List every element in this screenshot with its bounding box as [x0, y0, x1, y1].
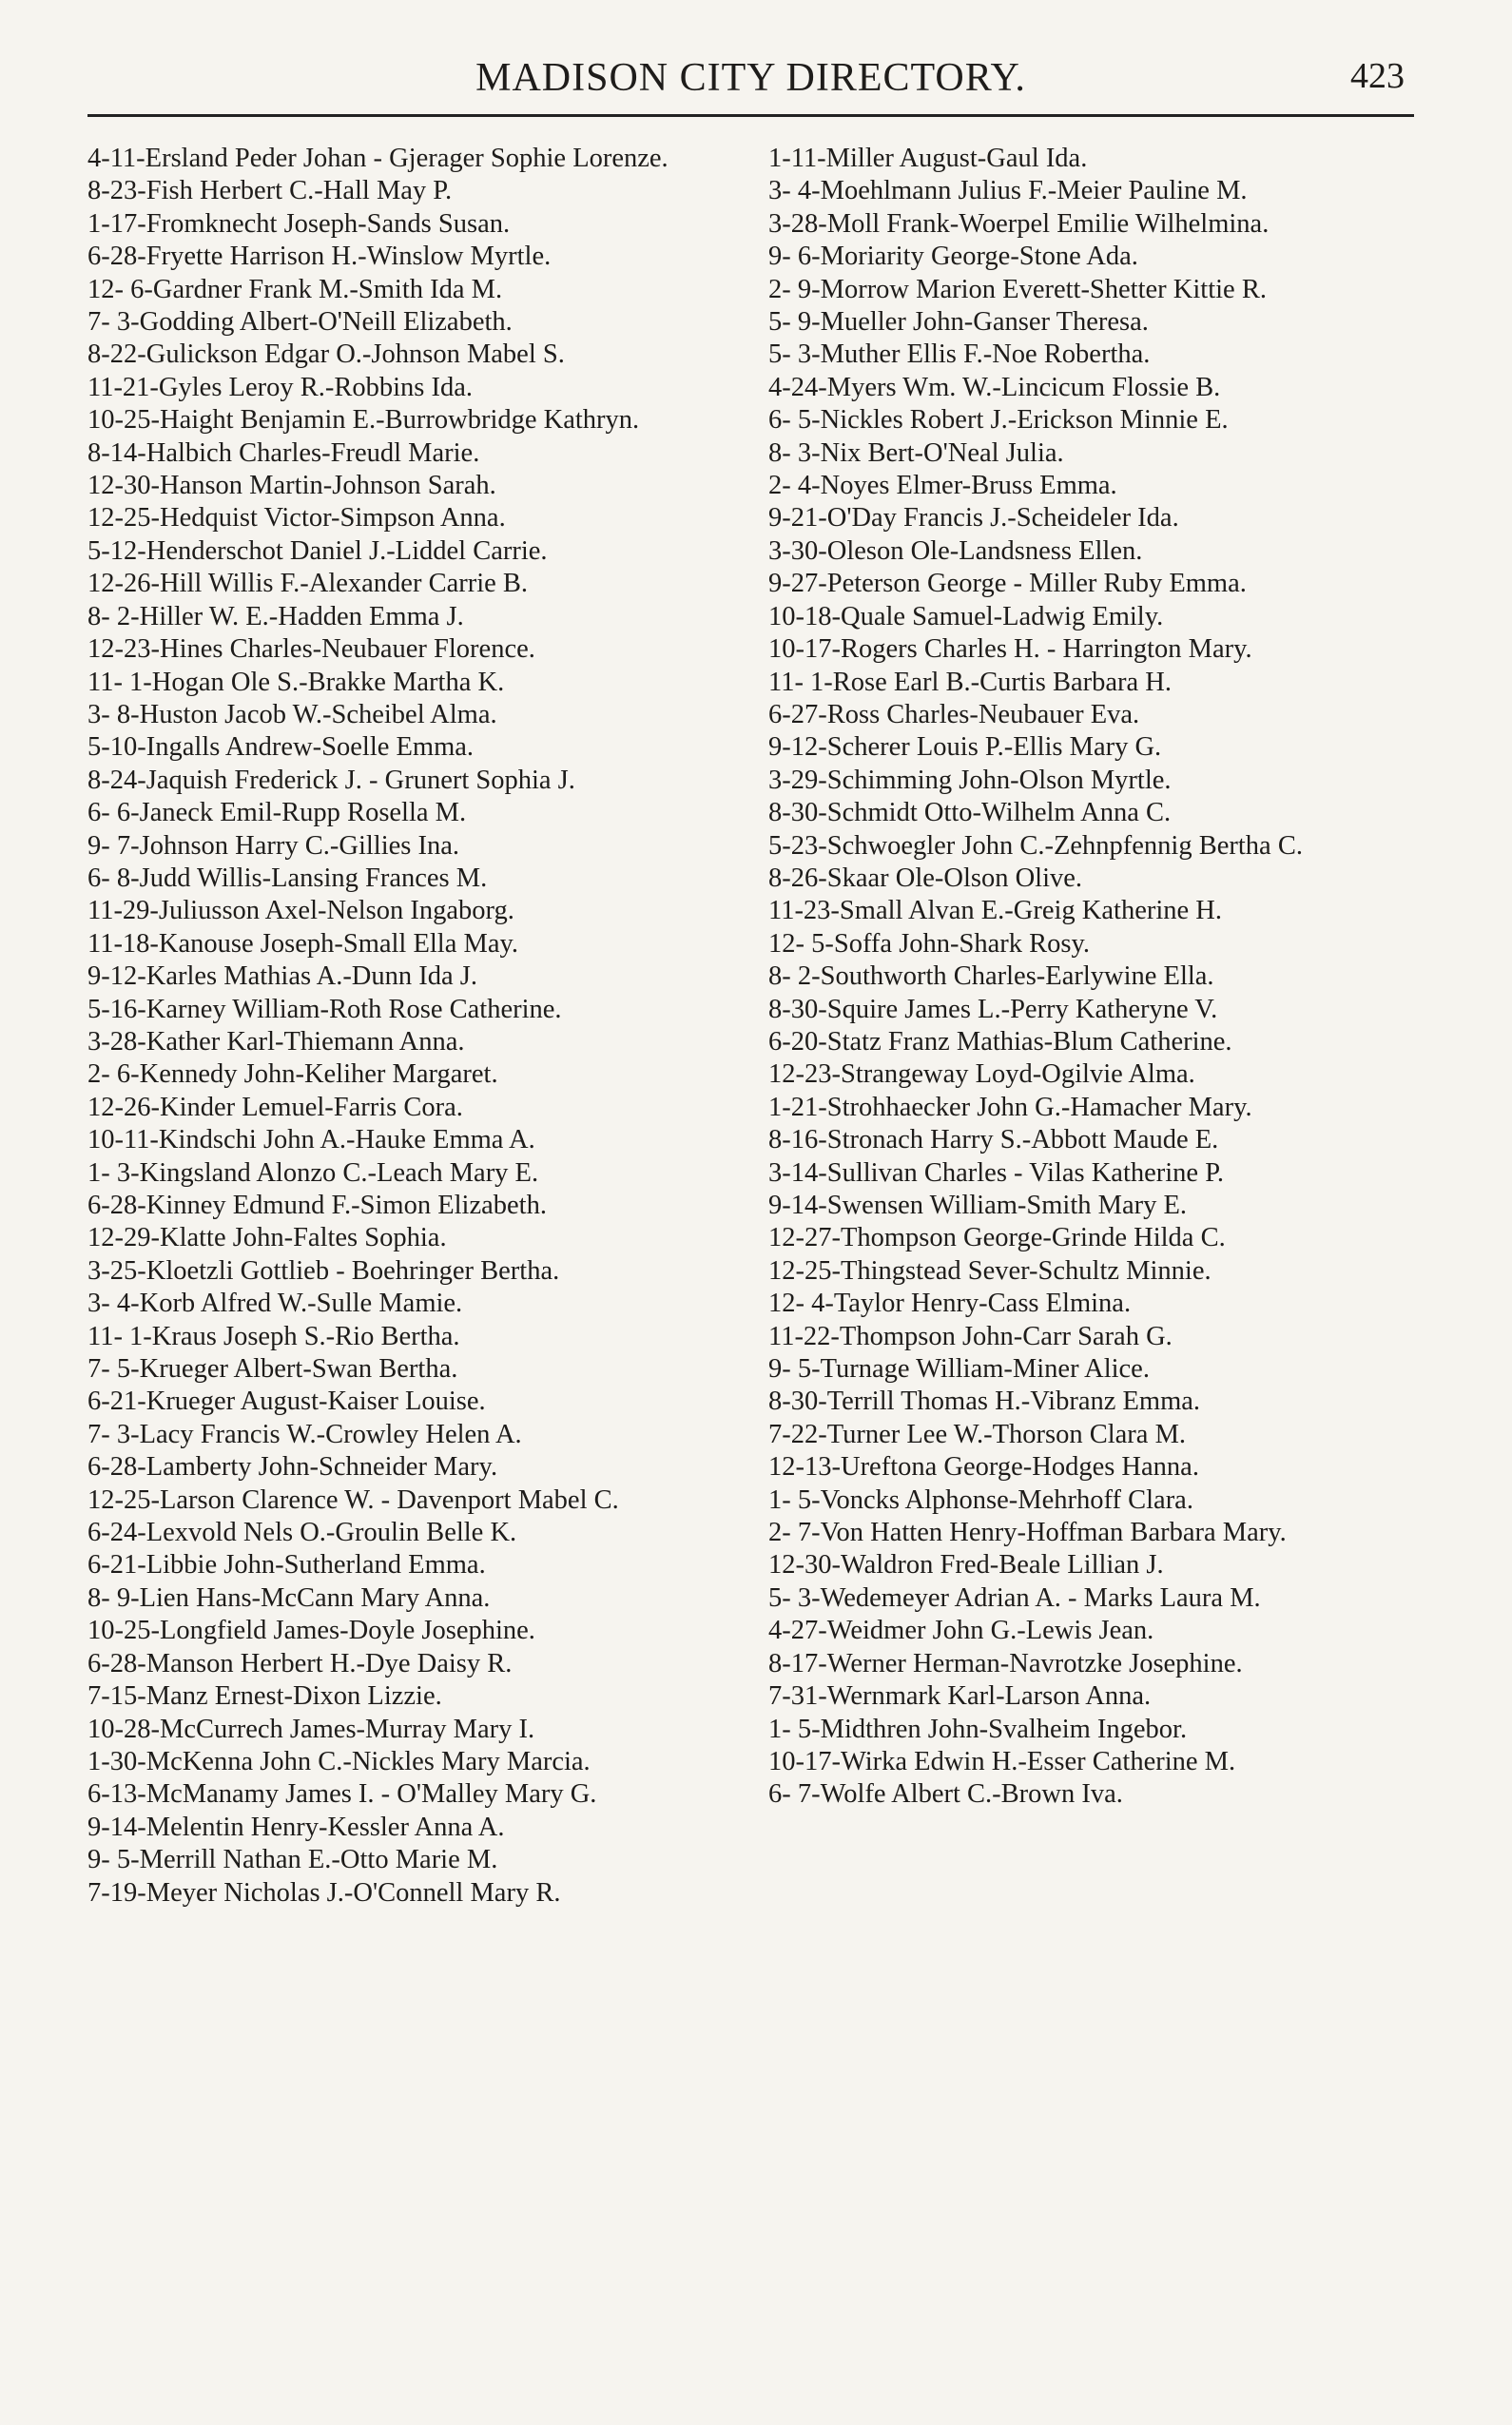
directory-entry: 6-21-Krueger August-Kaiser Louise. — [87, 1387, 486, 1417]
directory-entry: 9- 7-Johnson Harry C.-Gillies Ina. — [87, 830, 460, 861]
directory-entry: 7- 3-Lacy Francis W.-Crowley Helen A. — [87, 1419, 522, 1449]
directory-entry: 9- 5-Merrill Nathan E.-Otto Marie M. — [87, 1845, 498, 1875]
directory-entry: 11-29-Juliusson Axel-Nelson Ingaborg. — [87, 896, 514, 926]
directory-entry: 6-28-Kinney Edmund F.-Simon Elizabeth. — [87, 1191, 547, 1220]
directory-entry: 8-17-Werner Herman-Navrotzke Josephine. — [768, 1648, 1243, 1678]
directory-entry: 9-27-Peterson George - Miller Ruby Emma. — [768, 569, 1247, 599]
directory-entry: 11- 1-Kraus Joseph S.-Rio Bertha. — [87, 1321, 460, 1351]
directory-entry: 12-30-Waldron Fred-Beale Lillian J. — [768, 1550, 1164, 1581]
directory-entry: 12-23-Strangeway Loyd-Ogilvie Alma. — [768, 1059, 1195, 1090]
directory-entry: 12-25-Thingstead Sever-Schultz Minnie. — [768, 1255, 1212, 1286]
directory-entry: 1- 5-Voncks Alphonse-Mehrhoff Clara. — [768, 1484, 1193, 1515]
directory-entry: 5- 3-Wedemeyer Adrian A. - Marks Laura M. — [768, 1582, 1261, 1613]
directory-entry: 3-28-Kather Karl-Thiemann Anna. — [87, 1026, 465, 1057]
directory-entry: 12-30-Hanson Martin-Johnson Sarah. — [87, 471, 496, 501]
directory-entry: 12-13-Ureftona George-Hodges Hanna. — [768, 1452, 1199, 1483]
directory-entry: 10-28-McCurrech James-Murray Mary I. — [87, 1714, 535, 1744]
directory-entry: 3-28-Moll Frank-Woerpel Emilie Wilhelmina. — [768, 208, 1270, 239]
directory-entry: 8-30-Schmidt Otto-Wilhelm Anna C. — [768, 798, 1172, 828]
directory-entry: 4-24-Myers Wm. W.-Lincicum Flossie B. — [768, 372, 1221, 402]
directory-entry: 6- 8-Judd Willis-Lansing Frances M. — [87, 863, 488, 893]
directory-entry: 11-23-Small Alvan E.-Greig Katherine H. — [768, 896, 1222, 926]
directory-entry: 8-23-Fish Herbert C.-Hall May P. — [87, 176, 453, 206]
directory-entry: 7- 3-Godding Albert-O'Neill Elizabeth. — [87, 307, 513, 338]
directory-entry: 1-17-Fromknecht Joseph-Sands Susan. — [87, 208, 511, 239]
directory-entry: 8-24-Jaquish Frederick J. - Grunert Sophia J. — [87, 765, 575, 795]
directory-entry: 4-11-Ersland Peder Johan - Gjerager Sophie Lorenze. — [87, 144, 669, 173]
directory-entry: 10-17-Wirka Edwin H.-Esser Catherine M. — [768, 1746, 1236, 1776]
directory-entry: 2- 6-Kennedy John-Keliher Margaret. — [87, 1059, 498, 1090]
directory-entry: 3- 4-Korb Alfred W.-Sulle Mamie. — [87, 1289, 463, 1319]
page-number: 423 — [1350, 56, 1405, 96]
directory-entry: 12- 6-Gardner Frank M.-Smith Ida M. — [87, 274, 503, 304]
directory-entry: 6-24-Lexvold Nels O.-Groulin Belle K. — [87, 1518, 517, 1548]
directory-entry: 8-26-Skaar Ole-Olson Olive. — [768, 863, 1083, 893]
directory-entry: 12-25-Hedquist Victor-Simpson Anna. — [87, 503, 506, 534]
directory-entry: 5-16-Karney William-Roth Rose Catherine. — [87, 994, 562, 1024]
directory-entry: 8- 9-Lien Hans-McCann Mary Anna. — [87, 1582, 491, 1613]
directory-entry: 12- 5-Soffa John-Shark Rosy. — [768, 928, 1091, 959]
directory-entry: 10-25-Longfield James-Doyle Josephine. — [87, 1616, 535, 1646]
directory-entry: 3-30-Oleson Ole-Landsness Ellen. — [768, 535, 1143, 566]
header-rule — [87, 114, 1414, 117]
directory-entry: 9- 5-Turnage William-Miner Alice. — [768, 1354, 1150, 1385]
directory-entry: 2- 9-Morrow Marion Everett-Shetter Kittie R. — [768, 274, 1267, 304]
directory-entry: 8-30-Terrill Thomas H.-Vibranz Emma. — [768, 1387, 1201, 1417]
directory-entry: 5-10-Ingalls Andrew-Soelle Emma. — [87, 732, 475, 763]
directory-entry: 5-23-Schwoegler John C.-Zehnpfennig Bertha C. — [768, 830, 1303, 861]
directory-entry: 5- 3-Muther Ellis F.-Noe Robertha. — [768, 340, 1151, 370]
directory-entry: 12-23-Hines Charles-Neubauer Florence. — [87, 634, 535, 665]
directory-entry: 3- 4-Moehlmann Julius F.-Meier Pauline M. — [768, 176, 1248, 206]
directory-entry: 2- 4-Noyes Elmer-Bruss Emma. — [768, 471, 1117, 501]
directory-entry: 7-15-Manz Ernest-Dixon Lizzie. — [87, 1681, 442, 1712]
directory-entry: 6- 7-Wolfe Albert C.-Brown Iva. — [768, 1779, 1123, 1810]
directory-entry: 8- 2-Hiller W. E.-Hadden Emma J. — [87, 601, 464, 631]
directory-entry: 8- 3-Nix Bert-O'Neal Julia. — [768, 437, 1064, 468]
directory-entry: 12-27-Thompson George-Grinde Hilda C. — [768, 1223, 1226, 1253]
directory-entry: 8-30-Squire James L.-Perry Katheryne V. — [768, 994, 1218, 1024]
directory-entry: 10-18-Quale Samuel-Ladwig Emily. — [768, 601, 1164, 631]
directory-entry: 3- 8-Huston Jacob W.-Scheibel Alma. — [87, 699, 497, 729]
directory-entry: 1-11-Miller August-Gaul Ida. — [768, 144, 1088, 173]
directory-entry: 12-25-Larson Clarence W. - Davenport Mabel C. — [87, 1484, 619, 1515]
directory-entry: 8- 2-Southworth Charles-Earlywine Ella. — [768, 961, 1214, 992]
directory-entry: 6- 5-Nickles Robert J.-Erickson Minnie E. — [768, 405, 1229, 436]
directory-entry: 9-12-Scherer Louis P.-Ellis Mary G. — [768, 732, 1162, 763]
directory-entry: 8-14-Halbich Charles-Freudl Marie. — [87, 437, 480, 468]
directory-entry: 10-25-Haight Benjamin E.-Burrowbridge Kathryn. — [87, 405, 640, 436]
directory-entry: 12-26-Hill Willis F.-Alexander Carrie B. — [87, 569, 529, 599]
directory-entry: 12-29-Klatte John-Faltes Sophia. — [87, 1223, 447, 1253]
directory-entry: 10-11-Kindschi John A.-Hauke Emma A. — [87, 1125, 535, 1155]
directory-entry: 12-26-Kinder Lemuel-Farris Cora. — [87, 1092, 463, 1122]
directory-entry: 11- 1-Rose Earl B.-Curtis Barbara H. — [768, 667, 1172, 697]
directory-entry: 8-22-Gulickson Edgar O.-Johnson Mabel S. — [87, 340, 565, 370]
directory-entry: 8-16-Stronach Harry S.-Abbott Maude E. — [768, 1125, 1219, 1155]
directory-entry: 9-14-Swensen William-Smith Mary E. — [768, 1191, 1188, 1220]
directory-entry: 3-29-Schimming John-Olson Myrtle. — [768, 765, 1172, 795]
directory-entry: 11- 1-Hogan Ole S.-Brakke Martha K. — [87, 667, 505, 697]
directory-entry: 7- 5-Krueger Albert-Swan Bertha. — [87, 1354, 458, 1385]
directory-entry: 3-14-Sullivan Charles - Vilas Katherine P. — [768, 1157, 1225, 1188]
directory-entry: 4-27-Weidmer John G.-Lewis Jean. — [768, 1616, 1154, 1646]
directory-entry: 9-14-Melentin Henry-Kessler Anna A. — [87, 1812, 505, 1842]
directory-entry: 11-21-Gyles Leroy R.-Robbins Ida. — [87, 372, 473, 402]
directory-entry: 6-20-Statz Franz Mathias-Blum Catherine. — [768, 1026, 1232, 1057]
directory-entry: 1-30-McKenna John C.-Nickles Mary Marcia. — [87, 1746, 591, 1776]
directory-entry: 9-12-Karles Mathias A.-Dunn Ida J. — [87, 961, 477, 992]
page-header — [87, 49, 1414, 105]
directory-entry: 10-17-Rogers Charles H. - Harrington Mary. — [768, 634, 1252, 665]
directory-entry: 6-27-Ross Charles-Neubauer Eva. — [768, 699, 1140, 729]
directory-entry: 5-12-Henderschot Daniel J.-Liddel Carrie. — [87, 535, 548, 566]
directory-entry: 6-28-Lamberty John-Schneider Mary. — [87, 1452, 498, 1483]
directory-entry: 7-19-Meyer Nicholas J.-O'Connell Mary R. — [87, 1877, 561, 1908]
directory-entry: 6- 6-Janeck Emil-Rupp Rosella M. — [87, 798, 467, 828]
directory-entry: 5- 9-Mueller John-Ganser Theresa. — [768, 307, 1149, 338]
directory-entry: 11-22-Thompson John-Carr Sarah G. — [768, 1321, 1173, 1351]
directory-entry: 1- 5-Midthren John-Svalheim Ingebor. — [768, 1714, 1188, 1744]
directory-entry: 6-13-McManamy James I. - O'Malley Mary G. — [87, 1779, 597, 1810]
left-column — [87, 143, 734, 1910]
directory-entry: 6-21-Libbie John-Sutherland Emma. — [87, 1550, 486, 1581]
directory-entry: 7-22-Turner Lee W.-Thorson Clara M. — [768, 1419, 1187, 1449]
directory-entry: 7-31-Wernmark Karl-Larson Anna. — [768, 1681, 1152, 1712]
page-title: MADISON CITY DIRECTORY. — [475, 56, 1026, 100]
directory-entry: 6-28-Fryette Harrison H.-Winslow Myrtle. — [87, 242, 552, 272]
directory-entry: 1- 3-Kingsland Alonzo C.-Leach Mary E. — [87, 1157, 539, 1188]
directory-entry: 1-21-Strohhaecker John G.-Hamacher Mary. — [768, 1092, 1252, 1122]
directory-entry: 9- 6-Moriarity George-Stone Ada. — [768, 242, 1138, 272]
right-column — [768, 143, 1415, 1812]
directory-entry: 3-25-Kloetzli Gottlieb - Boehringer Bertha. — [87, 1255, 560, 1286]
directory-entry: 2- 7-Von Hatten Henry-Hoffman Barbara Mary. — [768, 1518, 1287, 1548]
directory-entry: 12- 4-Taylor Henry-Cass Elmina. — [768, 1289, 1132, 1319]
directory-entry: 6-28-Manson Herbert H.-Dye Daisy R. — [87, 1648, 513, 1678]
directory-entry: 9-21-O'Day Francis J.-Scheideler Ida. — [768, 503, 1179, 534]
directory-entry: 11-18-Kanouse Joseph-Small Ella May. — [87, 928, 519, 959]
